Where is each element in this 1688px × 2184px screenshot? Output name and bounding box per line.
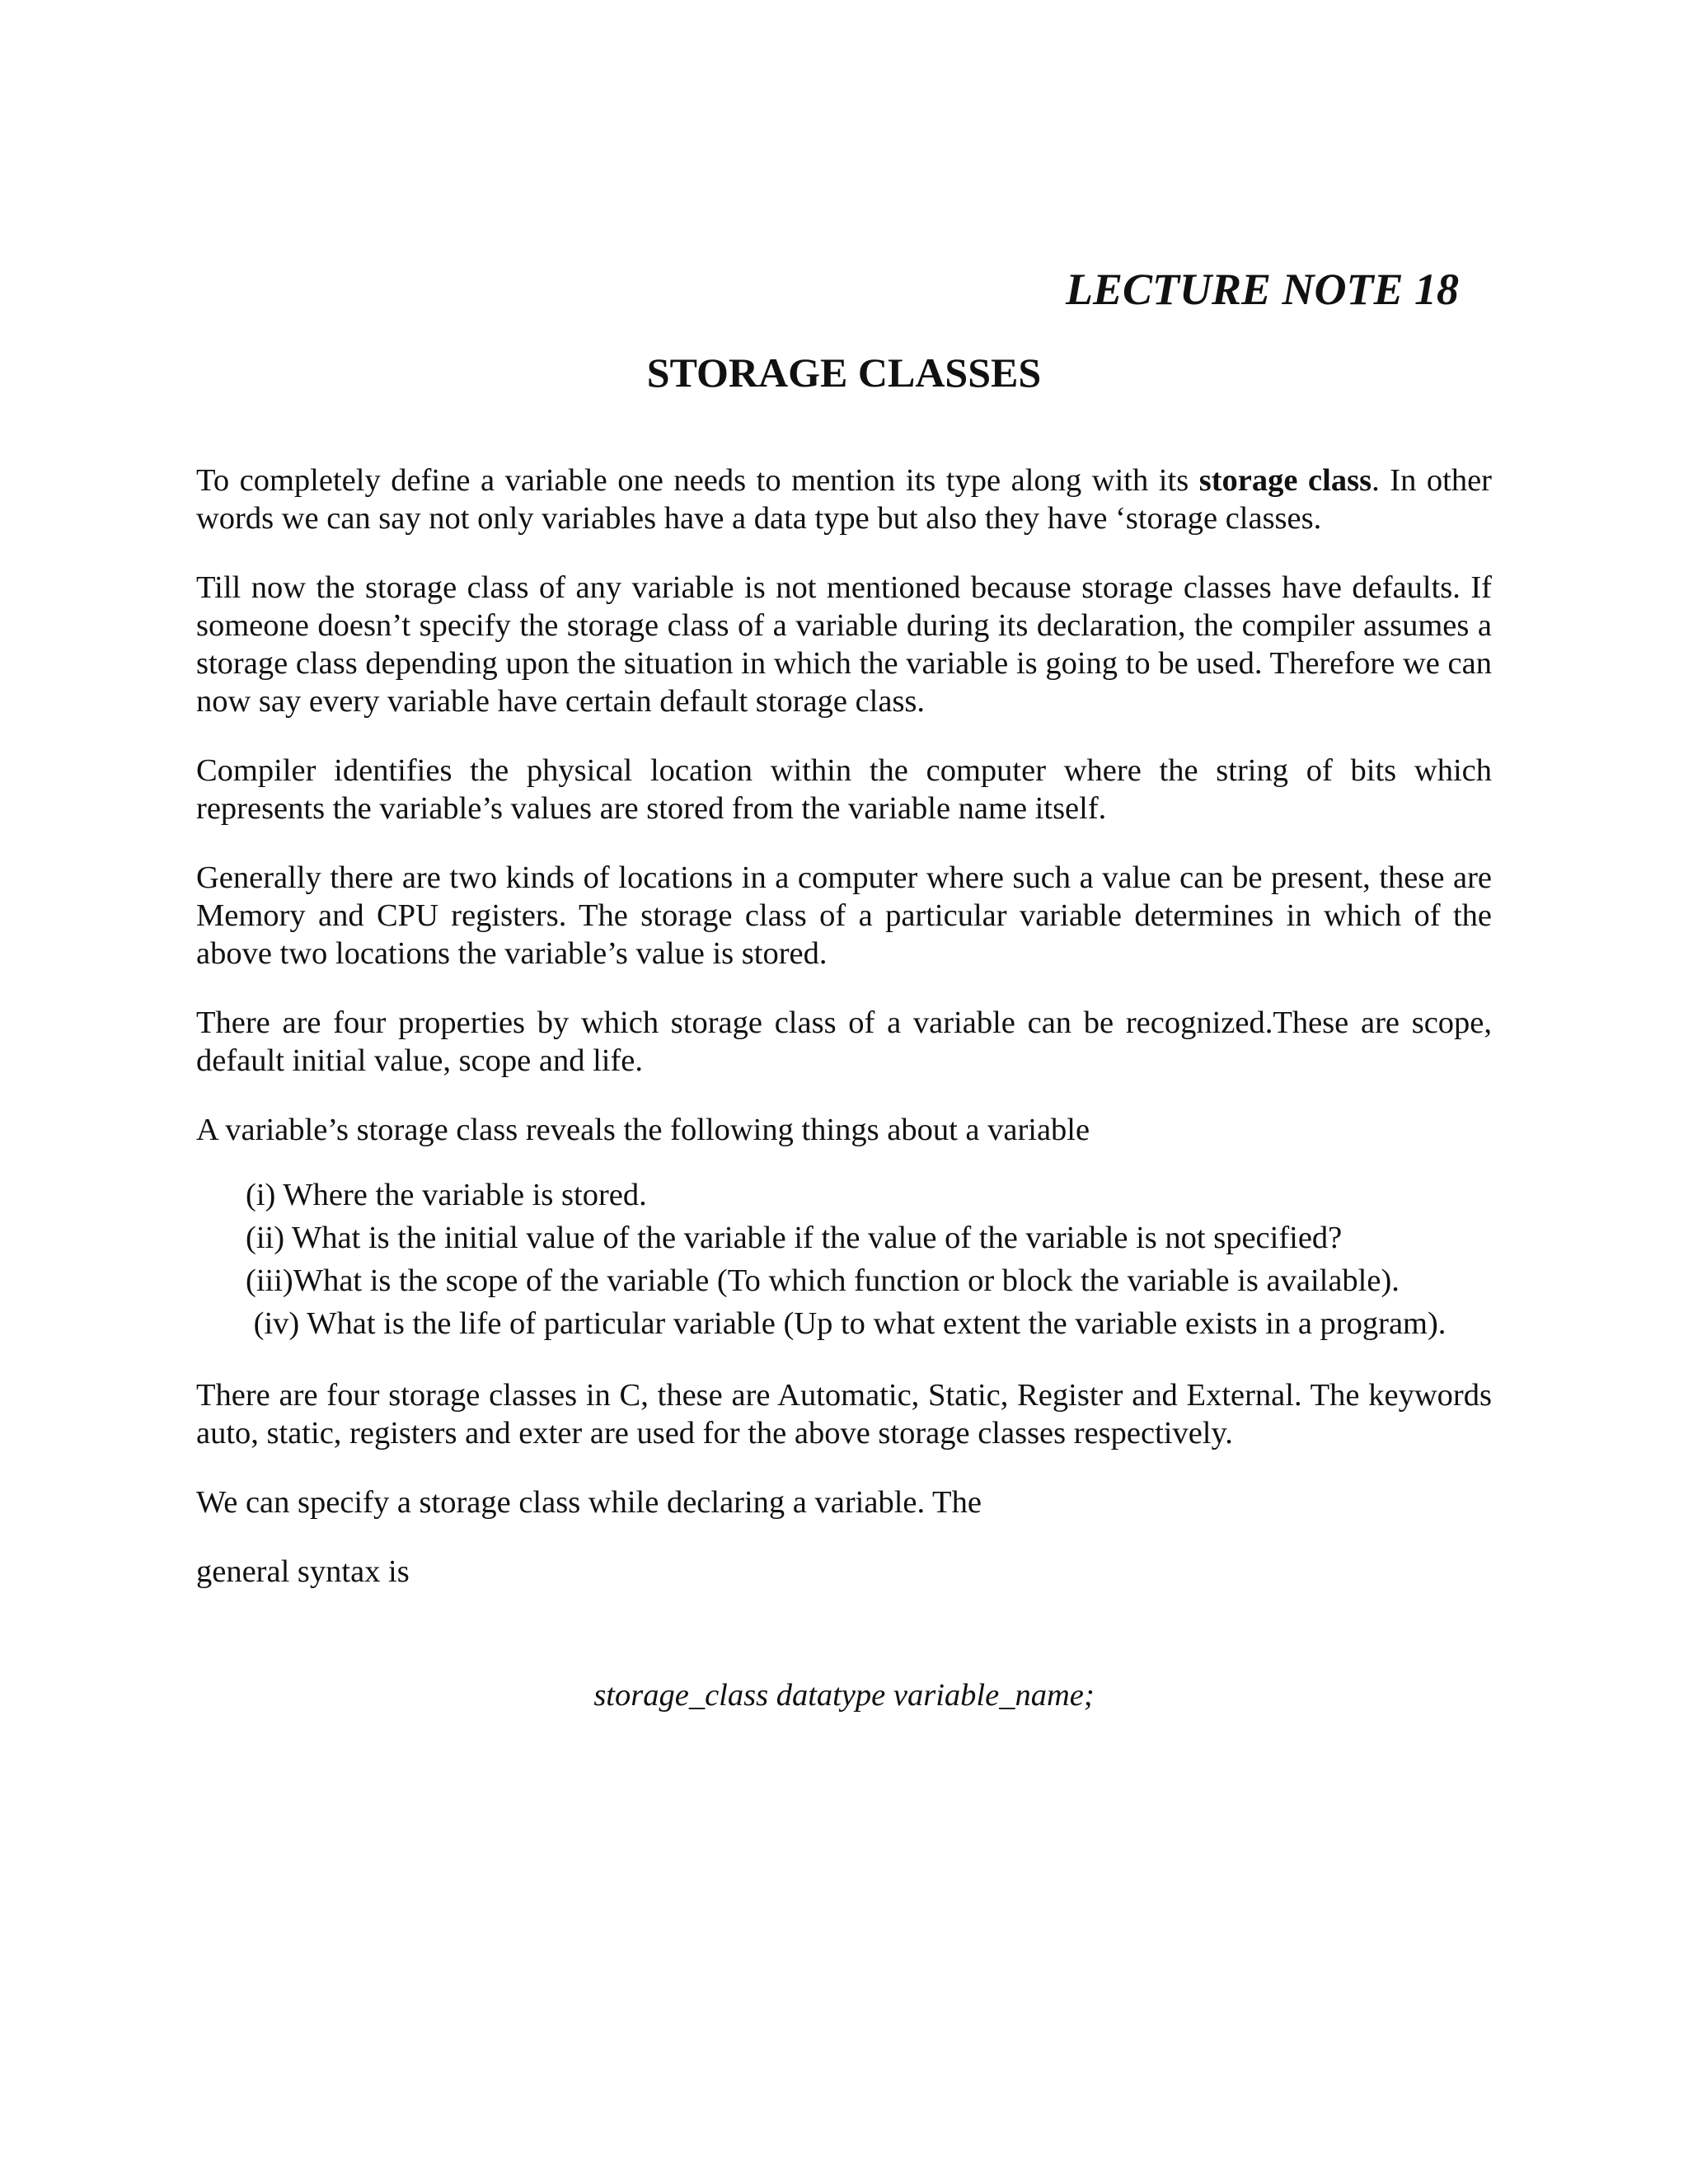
paragraph-specify: We can specify a storage class while declaring a variable. The xyxy=(196,1485,982,1520)
list-item: (iv) What is the life of particular variable (Up to what extent the variable exists in a program). xyxy=(246,1306,1447,1341)
paragraph-intro-text-2: . In other words we can say not only variables have a data type but also they have ‘storage classes. xyxy=(196,463,1493,536)
bold-term-storage-class: storage class xyxy=(1198,463,1372,498)
paragraph-syntax-intro: general syntax is xyxy=(196,1554,410,1589)
page-title: STORAGE CLASSES xyxy=(646,349,1042,396)
paragraph-four-classes: There are four storage classes in C, these are Automatic, Static, Register and External. The keywords auto, static, registers and exter are used for the above storage classes respectively. xyxy=(196,1378,1492,1451)
paragraph-intro-text-1: To completely define a variable one needs to mention its type along with its xyxy=(196,463,1199,498)
paragraph-defaults: Till now the storage class of any variable is not mentioned because storage classes have defaults. If someone doesn’t specify the storage class of a variable during its declaration, the compiler assumes a storage class depending upon the situation in which the variable is going to be used. Therefore we can now say every variable have certain default storage class. xyxy=(196,570,1492,719)
list-item: (iii)What is the scope of the variable (To which function or block the variable is available). xyxy=(246,1263,1400,1298)
document-body xyxy=(196,462,1492,1622)
properties-list xyxy=(246,1174,1492,1345)
paragraph-intro xyxy=(196,462,1492,537)
list-item: (i) Where the variable is stored. xyxy=(246,1178,647,1212)
paragraph-properties: There are four properties by which storage class of a variable can be recognized.These are scope, default initial value, scope and life. xyxy=(196,1005,1492,1078)
lecture-note-heading: LECTURE NOTE 18 xyxy=(1065,265,1459,314)
paragraph-locations: Generally there are two kinds of locations in a computer where such a value can be present, these are Memory and CPU registers. The storage class of a particular variable determines in which of the above two locations the variable’s value is stored. xyxy=(196,860,1492,971)
paragraph-compiler: Compiler identifies the physical location within the computer where the string of bits which represents the variable’s values are stored from the variable name itself. xyxy=(196,753,1492,826)
paragraph-reveals: A variable’s storage class reveals the following things about a variable xyxy=(196,1113,1090,1147)
syntax-line: storage_class datatype variable_name; xyxy=(593,1678,1095,1713)
list-item: (ii) What is the initial value of the variable if the value of the variable is not specified? xyxy=(246,1221,1343,1255)
